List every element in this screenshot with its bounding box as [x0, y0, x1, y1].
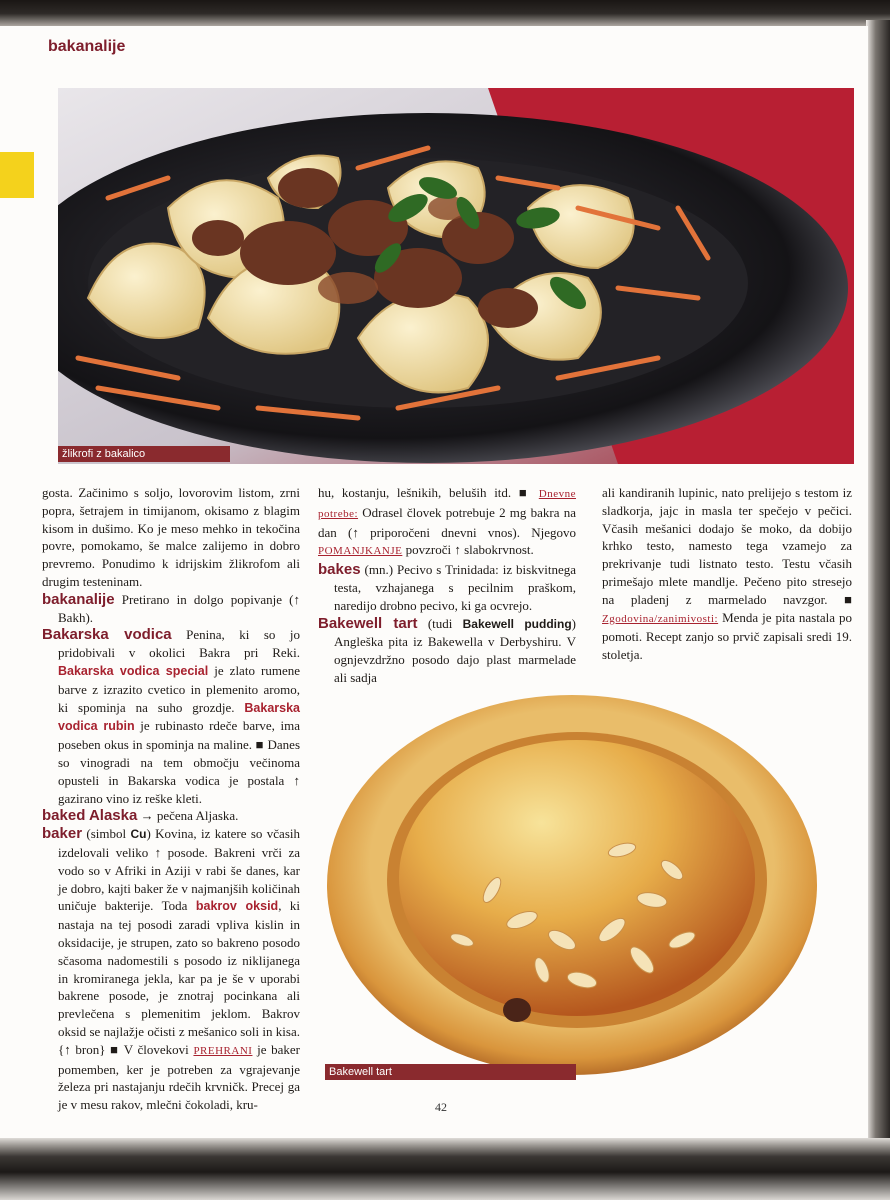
entry-text: je baker pomemben, ker je potreben za vgrajevanje železa pri nastajanju rdečih krvničk. Precej ga je v mesu rakov, mlečni čokoladi, kru-: [58, 1041, 300, 1113]
continuation-paragraph: [42, 484, 300, 591]
continuation-paragraph: [602, 484, 852, 664]
section-tab: [0, 152, 34, 198]
entry-baker: [42, 825, 300, 1114]
entry-text: → pečena Aljaska.: [137, 808, 239, 824]
page-number: 42: [435, 1100, 447, 1114]
text-column-2: [318, 484, 576, 687]
entry-headword: Bakarska vodica: [42, 626, 172, 644]
entry-text: Penina, ki so jo pridobivali v okolici Bakra pri Reki.: [58, 627, 300, 661]
paragraph-text: povzroči ↑ slabokrvnost.: [402, 542, 534, 558]
highlight-term: bakrov oksid: [195, 899, 279, 914]
alt-name: Bakewell pudding: [462, 616, 572, 631]
entry-text: ) Angleška pita iz Bakewella v Derbyshiru. V ognjevzdržno posodo dajo plast marmelade ali sadja: [334, 615, 577, 685]
dish-photo: [58, 88, 854, 464]
entry-headword: Bakewell tart: [318, 614, 418, 632]
entry-text: , ki nastaja na tej posodi zaradi vpliva kislin in oksidacije, je strupen, zato so bakreno posodo sčasoma nadomestili s posodo iz niklijanega in kromiranega jekla, kar pa je še v uporabi bakrene posode, je znotraj pocinkana ali prevlečena s plemenitim jeklom. Bakrov oksid se najlažje očisti z mešanico soli in kisa. {↑ bron} ■ V človekovi: [58, 898, 300, 1057]
entry-text: (tudi: [417, 615, 463, 631]
entry-baked-alaska: [42, 807, 300, 825]
text-column-1: [42, 484, 300, 1114]
entry-text: (mn.) Pecivo s Trinidada: iz biskvitnega testa, vzhajanega s pecilnim praškom, naredijo drobno pecivo, ki ga ocvrejo.: [334, 562, 576, 613]
section-label: PREHRANI: [193, 1044, 253, 1057]
entry-headword: baked Alaska: [42, 807, 138, 825]
entry-bakarska-vodica: [42, 626, 300, 807]
bakewell-tart-image: [322, 690, 842, 1078]
entry-bakanalije: [42, 591, 300, 627]
highlight-term: Bakarska vodica special: [58, 663, 209, 678]
entry-headword: bakanalije: [42, 590, 115, 608]
entry-text: je rubinasto rdeče barve, ima poseben okus in spominja na maline. ■ Danes so vinogradi na tem območju večinoma opusteli in Bakarska vodica je postala ↑ gazirano vino iz reške kleti.: [58, 718, 300, 806]
paragraph-text: ali kandiranih lupinic, nato prelijejo s testom iz sladkorja, jajc in masla ter spečejo v pečici. Včasih mešanici dodajo še moko, da dobijo krhko testo, namesto tega vzamejo za prekrivanje tudi listnato testo. Testu včasih primešajo mlete mandlje. Pečeno pito stresejo na pladenj z marmelado navzgor. ■: [602, 485, 852, 607]
entry-text: je zlato rumene barve z izrazito cvetico in plemenito aromo, ki spominja na suho grozdje.: [58, 662, 300, 715]
section-label: Dnevne potrebe:: [318, 488, 576, 520]
paragraph-text: Odrasel človek potrebuje 2 mg bakra na dan (↑ priporočeni dnevni vnos). Njegovo: [318, 504, 576, 540]
section-label: Zgodovina/zanimivosti:: [602, 612, 719, 625]
scan-border-right: [866, 20, 890, 1150]
highlight-term: Bakarska vodica rubin: [58, 700, 300, 734]
text-column-3: [602, 484, 852, 664]
tart-photo: [322, 690, 842, 1078]
scan-border-bottom: [0, 1138, 890, 1200]
entry-text: (simbol: [82, 826, 131, 842]
paragraph-text: gosta. Začinimo s soljo, lovorovim listom, zrni popra, šetrajem in timijanom, okisamo z blagim kisom in dušimo. Ko je meso mehko in tekočina povre, pomokamo, še malce zalijemo in dobro prevremo. Ponudimo k idrijskim žlikrofom ali drugim testeninam.: [42, 485, 300, 589]
entry-headword: baker: [42, 825, 83, 843]
photo-caption: Bakewell tart: [325, 1064, 576, 1080]
entry-bakes: [318, 561, 576, 614]
section-label: POMANJKANJE: [318, 545, 403, 558]
zlikrofi-image: [58, 88, 854, 464]
chemical-symbol: Cu: [130, 827, 147, 842]
continuation-paragraph: [318, 484, 576, 561]
entry-headword: bakes: [318, 561, 361, 579]
paragraph-text: hu, kostanju, lešnikih, beluših itd. ■: [318, 485, 539, 500]
entry-bakewell-tart: [318, 615, 576, 687]
entry-text: ) Kovina, iz katere so včasih izdelovali veliko ↑ posode. Bakreni vrči za vodo so v Afriki in Aziji v rabi še danes, kar je dobro, kajti baker že v najmanjših količinah uničuje bakterije. Toda: [58, 826, 300, 914]
photo-caption: žlikrofi z bakalico: [58, 446, 230, 462]
entry-text: Pretirano in dolgo popivanje (↑ Bakh).: [58, 591, 300, 625]
running-head: bakanalije: [48, 38, 126, 55]
paragraph-text: Menda je pita nastala po pomoti. Recept zanjo so prvič zapisali sredi 19. stoletja.: [602, 609, 852, 663]
